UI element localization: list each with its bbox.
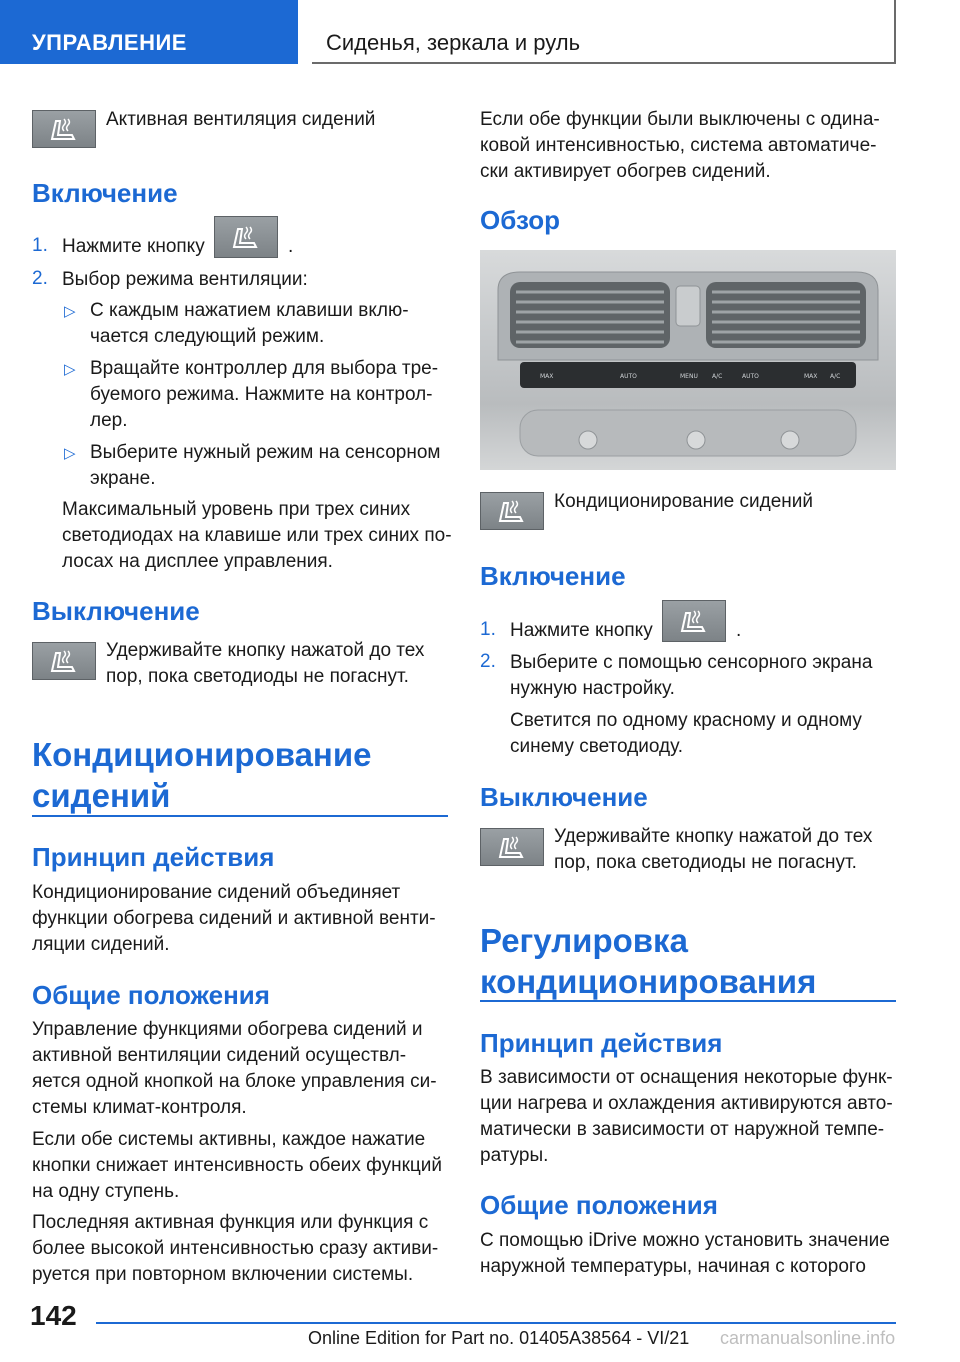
body-line: пор, пока светодиоды не погаснут. (554, 852, 857, 873)
svg-text:AUTO: AUTO (742, 373, 759, 380)
body-line: на одну ступень. (32, 1181, 180, 1202)
general-heading-left: Общие положения (32, 980, 270, 1010)
step-number: 2. (32, 268, 48, 289)
body-line: яется одной кнопкой на блоке управления си- (32, 1071, 437, 1092)
body-line: Последняя активная функция или функция с (32, 1212, 429, 1233)
footer-edition: Online Edition for Part no. 01405A38564 - VI/21 (308, 1328, 690, 1348)
body-line: наружной температуры, начиная с которого (480, 1256, 866, 1277)
step-number: 1. (32, 235, 48, 256)
bullet-line: лер. (90, 410, 128, 431)
principle-heading-left: Принцип действия (32, 842, 275, 872)
body-line: руется при повторном включении системы. (32, 1264, 414, 1285)
overview-heading: Обзор (480, 205, 560, 235)
body-line: матически в зависимости от наружной темпе- (480, 1119, 885, 1140)
body-line: ляции сидений. (32, 934, 170, 955)
bullet-line: С каждым нажатием клавиши вклю- (90, 300, 409, 321)
body-line: Удерживайте кнопку нажатой до тех (106, 640, 425, 661)
climate-panel-photo (480, 250, 896, 470)
body-line: Если обе системы активны, каждое нажатие (32, 1129, 426, 1150)
seat-conditioning-button-icon (662, 600, 726, 642)
step-number: 2. (480, 651, 496, 672)
section-heading: кондиционирования (480, 963, 817, 1000)
principle-heading-right: Принцип действия (480, 1028, 723, 1058)
seat-conditioning-icon (480, 492, 544, 530)
body-line: Если обе функции были выключены с одина- (480, 109, 880, 130)
body-line: ковой интенсивностью, система автоматиче- (480, 135, 877, 156)
seat-ventilation-icon (32, 110, 96, 148)
svg-text:A/C: A/C (830, 373, 841, 380)
body-line: С помощью iDrive можно установить значение (480, 1230, 890, 1251)
bullet-triangle-icon: ▷ (64, 361, 76, 378)
bullet-line: экране. (90, 468, 156, 489)
step-dot: . (288, 236, 294, 257)
step-text: Нажмите кнопку (62, 236, 205, 257)
footer-rule (96, 1322, 896, 1324)
body-line: лосах на дисплее управления. (62, 551, 333, 572)
body-line: пор, пока светодиоды не погаснут. (106, 666, 409, 687)
body-line: активной вентиляции сидений осуществл- (32, 1045, 407, 1066)
vent-caption: Активная вентиляция сидений (106, 109, 376, 130)
bullet-line: буемого режима. Нажмите на контрол- (90, 384, 433, 405)
body-line: функции обогрева сидений и активной венти- (32, 908, 436, 929)
section-heading: Кондиционирование (32, 736, 372, 773)
section-heading: сидений (32, 777, 171, 814)
step-text: Выберите с помощью сенсорного экрана (510, 652, 873, 673)
bullet-triangle-icon: ▷ (64, 445, 76, 462)
general-heading-right: Общие положения (480, 1190, 718, 1220)
step-dot: . (736, 620, 742, 641)
chapter-title: Сиденья, зеркала и руль (312, 0, 896, 64)
body-line: более высокой интенсивностью сразу активи- (32, 1238, 439, 1259)
svg-text:MAX: MAX (540, 373, 554, 380)
body-line: Кондиционирование сидений объединяет (32, 882, 401, 903)
step-text: Светится по одному красному и одному (510, 710, 862, 731)
step-text: синему светодиоду. (510, 736, 683, 757)
svg-text:AUTO: AUTO (620, 373, 637, 380)
section-rule (480, 1000, 896, 1002)
body-line: стемы климат-контроля. (32, 1097, 247, 1118)
svg-text:A/C: A/C (712, 373, 723, 380)
step-text: Нажмите кнопку (510, 620, 653, 641)
page-number: 142 (30, 1300, 77, 1331)
section-heading: Регулировка (480, 922, 688, 959)
seat-conditioning-icon (480, 828, 544, 866)
body-line: Удерживайте кнопку нажатой до тех (554, 826, 873, 847)
bullet-triangle-icon: ▷ (64, 303, 76, 320)
watermark-logo: carmanualsonline.info (720, 1328, 896, 1348)
bullet-line: Выберите нужный режим на сенсорном (90, 442, 441, 463)
body-line: ции нагрева и охлаждения активируются авто- (480, 1093, 893, 1114)
svg-text:MENU: MENU (680, 373, 698, 380)
body-line: Максимальный уровень при трех синих (62, 499, 411, 520)
section-rule (32, 815, 448, 817)
step-text: нужную настройку. (510, 678, 675, 699)
step-text: Выбор режима вентиляции: (62, 269, 308, 290)
body-line: В зависимости от оснащения некоторые функ- (480, 1067, 893, 1088)
off-heading-right: Выключение (480, 782, 648, 812)
off-heading-left: Выключение (32, 596, 200, 626)
body-line: ратуры. (480, 1145, 549, 1166)
step-number: 1. (480, 619, 496, 640)
body-line: светодиодах на клавише или трех синих по- (62, 525, 452, 546)
bullet-line: Вращайте контроллер для выбора тре- (90, 358, 439, 379)
body-line: ски активирует обогрев сидений. (480, 161, 771, 182)
on-heading-right: Включение (480, 561, 626, 591)
seat-ventilation-icon (32, 642, 96, 680)
seat-ventilation-button-icon (214, 216, 278, 258)
body-line: Управление функциями обогрева сидений и (32, 1019, 423, 1040)
body-line: кнопки снижает интенсивность обеих функций (32, 1155, 442, 1176)
bullet-line: чается следующий режим. (90, 326, 325, 347)
cond-caption: Кондиционирование сидений (554, 491, 814, 512)
on-heading-left: Включение (32, 178, 178, 208)
svg-text:MAX: MAX (804, 373, 818, 380)
section-tab: УПРАВЛЕНИЕ (0, 0, 298, 64)
